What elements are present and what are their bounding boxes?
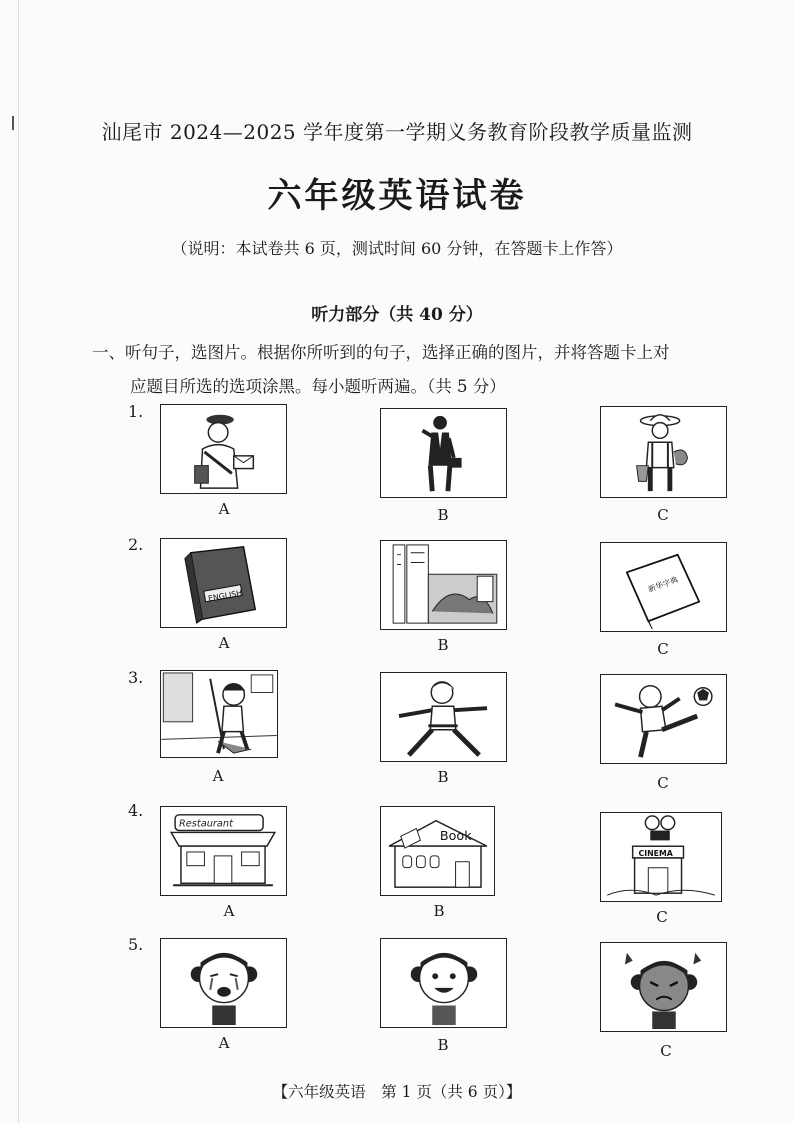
boy-football-icon[interactable] (600, 674, 727, 764)
bookstore-icon[interactable] (380, 806, 495, 896)
boy-kungfu-icon[interactable] (380, 672, 507, 762)
girl-angry-icon[interactable] (600, 942, 727, 1032)
girl-crying-icon[interactable] (160, 938, 287, 1028)
option-label: A (218, 634, 230, 652)
question-number: 4. (128, 801, 144, 820)
page-footer: 【六年级英语 第 1 页（共 6 页）】 (272, 1083, 522, 1101)
exam-header: 汕尾市 2024—2025 学年度第一学期义务教育阶段教学质量监测 (101, 120, 693, 144)
businessman-icon[interactable] (380, 408, 507, 498)
farmer-icon[interactable] (600, 406, 727, 498)
postman-icon[interactable] (160, 404, 287, 494)
bookstore-sign: Book (439, 828, 472, 844)
question-number: 5. (128, 935, 144, 954)
option-label: B (433, 902, 445, 920)
exam-title: 六年级英语试卷 (267, 176, 527, 216)
listening-heading: 听力部分（共 40 分） (311, 305, 483, 325)
instruction-line-1: 一、听句子，选图片。根据你所听到的句子，选择正确的图片，并将答题卡上对 (92, 343, 670, 362)
english-book-icon[interactable] (160, 538, 287, 628)
option-label: B (437, 506, 449, 524)
option-label: C (657, 774, 669, 792)
option-label: B (437, 768, 449, 786)
option-label: A (212, 767, 224, 785)
english-book-label: ENGLISH (207, 588, 243, 604)
question-number: 3. (128, 668, 144, 687)
cinema-icon[interactable] (600, 812, 722, 902)
girl-happy-icon[interactable] (380, 938, 507, 1028)
dictionary-label: 新华字典 (646, 575, 680, 595)
boy-sweeping-icon[interactable] (160, 670, 278, 758)
listening-instruction (92, 336, 772, 404)
option-label: C (657, 506, 669, 524)
option-label: B (437, 1036, 449, 1054)
restaurant-sign: Restaurant (179, 818, 233, 830)
option-label: C (657, 640, 669, 658)
instruction-line-2: 应题目所选的选项涂黑。每小题听两遍。（共 5 分） (130, 377, 506, 396)
dictionary-icon[interactable] (600, 542, 727, 632)
option-label: A (218, 1034, 230, 1052)
option-label: A (218, 500, 230, 518)
option-label: C (660, 1042, 672, 1060)
cinema-sign: CINEMA (638, 849, 673, 859)
option-label: A (223, 902, 235, 920)
option-label: B (437, 636, 449, 654)
option-label: C (656, 908, 668, 926)
question-number: 1. (128, 402, 144, 421)
exam-note: （说明：本试卷共 6 页，测试时间 60 分钟，在答题卡上作答） (171, 239, 623, 258)
restaurant-icon[interactable] (160, 806, 287, 896)
book-set-icon[interactable] (380, 540, 507, 630)
question-number: 2. (128, 535, 144, 554)
